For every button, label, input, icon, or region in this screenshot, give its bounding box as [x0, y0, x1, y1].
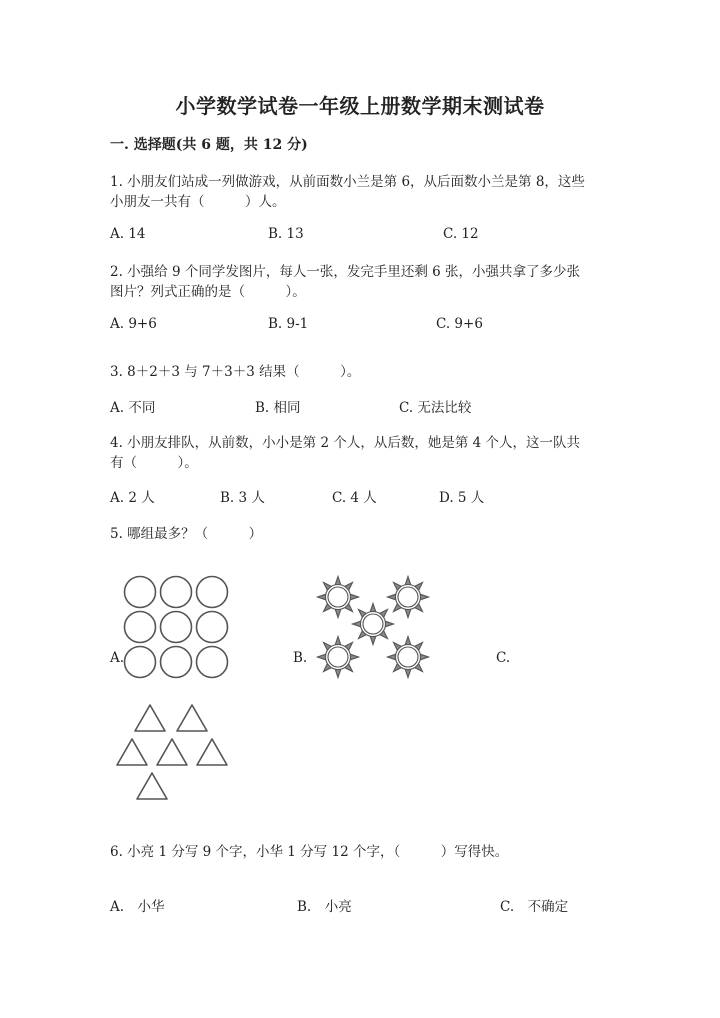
question-2-line-1: 2. 小强给 9 个同学发图片，每人一张，发完手里还剩 6 张，小强共拿了多少张: [110, 264, 581, 280]
question-4-option-c: C. 4 人: [332, 490, 377, 506]
question-4-line-1: 4. 小朋友排队，从前数，小小是第 2 个人，从后数，她是第 4 个人，这一队共: [110, 435, 581, 451]
suns-group-figure: [310, 572, 440, 684]
triangle-shape: [197, 739, 227, 765]
question-3-option-a: A. 不同: [110, 400, 156, 416]
question-5-option-c: C.: [496, 650, 511, 666]
triangle-shape: [177, 705, 207, 731]
question-6-option-a: A. 小华: [110, 899, 165, 915]
triangle-shape: [117, 739, 147, 765]
question-4-line-2: 有（ ）。: [110, 455, 198, 471]
circle-shape: [161, 647, 192, 678]
question-3-line-1: 3. 8＋2＋3 与 7＋3＋3 结果（ ）。: [110, 364, 361, 380]
section-heading: 一. 选择题(共 6 题，共 12 分): [110, 137, 308, 153]
triangle-shape: [135, 705, 165, 731]
question-1-line-2: 小朋友一共有（ ）人。: [110, 194, 286, 210]
circle-shape: [125, 647, 156, 678]
question-1-option-a: A. 14: [110, 226, 146, 242]
question-6-option-b: B. 小亮: [297, 899, 352, 915]
circle-shape: [197, 612, 228, 643]
circle-shape: [161, 577, 192, 608]
triangle-shape: [137, 773, 167, 799]
sun-shape: [318, 577, 359, 618]
question-5-option-b: B.: [293, 650, 308, 666]
circle-shape: [197, 647, 228, 678]
question-1-line-1: 1. 小朋友们站成一列做游戏，从前面数小兰是第 6，从后面数小兰是第 8，这些: [110, 174, 585, 190]
question-6-option-c: C. 不确定: [500, 899, 569, 915]
sun-shape: [388, 637, 429, 678]
question-2-option-a: A. 9+6: [110, 316, 157, 332]
question-2-line-2: 图片？列式正确的是（ ）。: [110, 284, 306, 300]
question-6-line-1: 6. 小亮 1 分写 9 个字，小华 1 分写 12 个字，（ ）写得快。: [110, 844, 509, 860]
question-3-option-c: C. 无法比较: [399, 400, 472, 416]
question-5-option-a: A.: [110, 650, 125, 666]
sun-shape: [353, 604, 394, 645]
question-2-option-b: B. 9-1: [268, 316, 309, 332]
question-3-option-b: B. 相同: [255, 400, 301, 416]
circle-shape: [125, 577, 156, 608]
question-1-option-c: C. 12: [443, 226, 479, 242]
question-2-option-c: C. 9+6: [436, 316, 483, 332]
sun-shape: [318, 637, 359, 678]
question-4-option-d: D. 5 人: [439, 490, 485, 506]
circle-shape: [197, 577, 228, 608]
question-4-option-b: B. 3 人: [220, 490, 265, 506]
circle-shape: [125, 612, 156, 643]
triangle-shape: [157, 739, 187, 765]
triangles-group-figure: [112, 700, 232, 810]
page-title: 小学数学试卷一年级上册数学期末测试卷: [175, 94, 545, 118]
question-1-option-b: B. 13: [268, 226, 304, 242]
question-5-line-1: 5. 哪组最多？（ ）: [110, 526, 263, 542]
sun-shape: [388, 577, 429, 618]
question-4-option-a: A. 2 人: [110, 490, 155, 506]
circles-group-figure: [120, 572, 240, 684]
circle-shape: [161, 612, 192, 643]
